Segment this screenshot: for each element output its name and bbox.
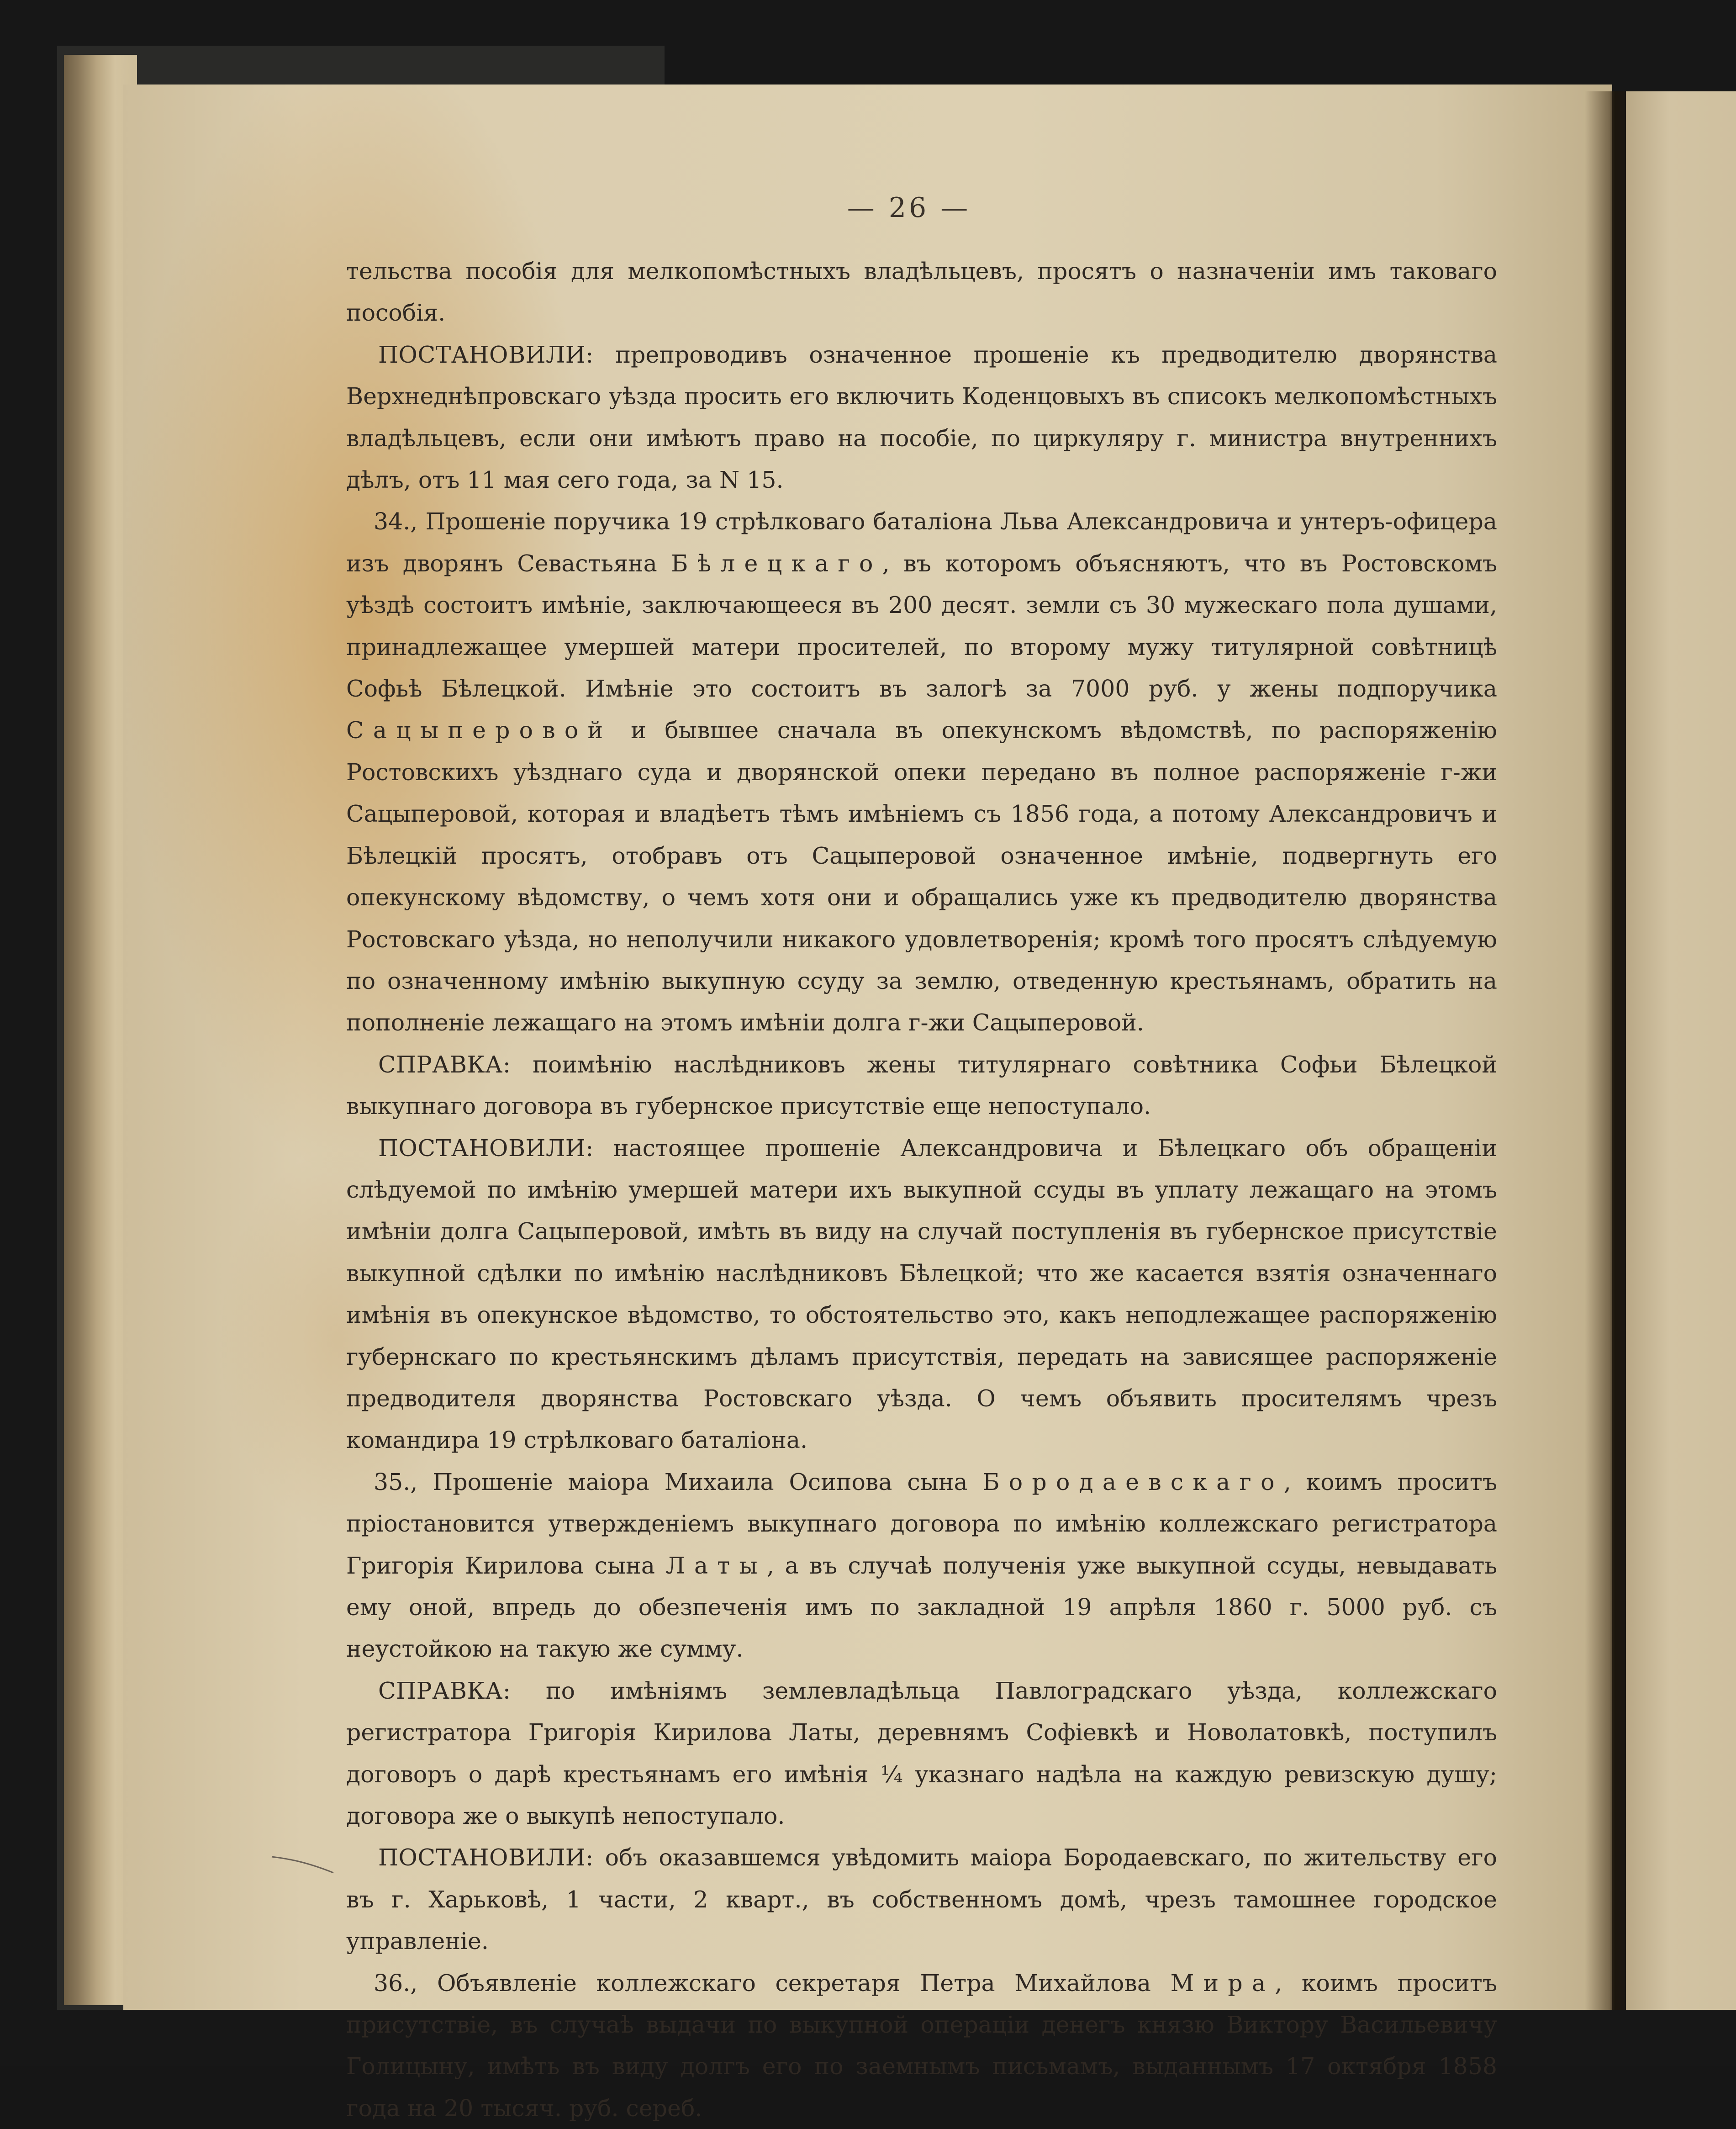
paragraph-p7 [346,1837,1497,1962]
paragraph-text: , а въ случаѣ полученія уже выкупной ссуды, невыдавать ему оной, впредь до обезпеченія имъ по закладной 19 апрѣля 1860 г. 5000 руб. съ неустойкою на такую же сумму. [346,1552,1497,1663]
paragraph-text: и бывшее сначала въ опекунскомъ вѣдомствѣ, по распоряженію Ростовскихъ уѣзднаго суда и дворянской опеки передано въ полное распоряженіе г-жи Сацыперовой, которая и владѣетъ тѣмъ имѣніемъ съ 1856 года, а потому Александровичъ и Бѣлецкій просятъ, отобравъ отъ Сацыперовой означенное имѣніе, подвергнуть его опекунскому вѣдомству, о чемъ хотя они и обращались уже къ предводителю дворянства Ростовскаго уѣзда, но неполучили никакого удовлетворенія; кромѣ того просятъ слѣдуемую по означенному имѣнію выкупную ссуду за землю, отведенную крестьянамъ, обратить на пополненіе лежащаго на этомъ имѣніи долга г-жи Сацыперовой. [346,717,1497,1036]
paragraph-p3 [346,1044,1497,1127]
page-number: — 26 — [847,192,971,224]
paragraph-text: препроводивъ означенное прошеніе къ предводителю дворянства Верхнеднѣпровскаго уѣзда просить его включить Коденцовыхъ въ списокъ мелкопомѣстныхъ владѣльцевъ, если они имѣютъ право на пособіе, по циркуляру г. министра внутреннихъ дѣлъ, отъ 11 мая сего года, за N 15. [346,341,1497,494]
paragraph-text: , въ которомъ объясняютъ, что въ Ростовскомъ уѣздѣ состоитъ имѣніе, заключающееся въ 200 десят. земли съ 30 мужескаго пола душами, принадлежащее умершей матери просителей, по второму мужу титулярной совѣтницѣ Софьѣ Бѣлецкой. Имѣніе это состоитъ въ залогѣ за 7000 руб. у жены подпоручика [346,549,1497,703]
resolution-heading: СПРАВКА: [378,1051,511,1078]
spaced-name: Бородаевскаго [982,1468,1284,1495]
paragraph-text: тельства пособія для мелкопомѣстныхъ владѣльцевъ, просятъ о назначеніи имъ таковаго пособія. [346,258,1497,327]
paragraph-text: настоящее прошеніе Александровича и Бѣлецкаго объ обращеніи слѣдуемой по имѣнію умершей матери ихъ выкупной ссуды въ уплату лежащаго на этомъ имѣніи долга Сацыперовой, имѣть въ виду на случай поступленія въ губернское присутствіе выкупной сдѣлки по имѣнію наслѣдниковъ Бѣлецкой; что же касается взятія означеннаго имѣнія въ опекунское вѣдомство, то обстоятельство это, какъ неподлежащее распоряженію губернскаго по крестьянскимъ дѣламъ присутствія, передать на зависящее распоряженіе предводителя дворянства Ростовскаго уѣзда. О чемъ объявить просителямъ чрезъ командира 19 стрѣлковаго баталіона. [346,1134,1497,1454]
paragraph-p4 [346,1127,1497,1461]
resolution-heading: ПОСТАНОВИЛИ: [378,1134,594,1162]
paragraph-text: 34., Прошеніе поручика 19 стрѣлковаго баталіона Льва Александровича и унтеръ-офицера изъ дворянъ Севастьяна [346,508,1497,577]
paragraph-text: по имѣніямъ землевладѣльца Павлоградскаго уѣзда, коллежскаго регистратора Григорія Кирилова Латы, деревнямъ Софіевкѣ и Новолатовкѣ, поступилъ договоръ о дарѣ крестьянамъ его имѣнія ¼ указнаго надѣла на каждую ревизскую душу; договора же о выкупѣ непоступало. [346,1677,1497,1830]
paragraph-text: 35., Прошеніе маіора Михаила Осипова сына [374,1468,983,1495]
resolution-heading: ПОСТАНОВИЛИ: [378,341,594,368]
paragraph-text: , коимъ проситъ пріостановится утвержденіемъ выкупнаго договора по имѣнію коллежскаго регистратора Григорія Кирилова сына [346,1468,1497,1579]
paragraph-text: объ оказавшемся увѣдомить маіора Бородаевскаго, по жительству его въ г. Харьковѣ, 1 части, 2 кварт., въ собственномъ домѣ, чрезъ тамошнее городское управленіе. [346,1844,1497,1955]
paragraph-p8 [346,1962,1497,2129]
paragraph-text: , коимъ проситъ присутствіе, въ случаѣ выдачи по выкупной операціи денегъ князю Виктору Васильевичу Голицыну, имѣть въ виду долгъ его по заемнымъ письмамъ, выданнымъ 17 октября 1858 года на 20 тысяч. руб. сереб. [346,1969,1497,2122]
paragraph-text: поимѣнію наслѣдниковъ жены титулярнаго совѣтника Софьи Бѣлецкой выкупнаго договора въ губернское присутствіе еще непоступало. [346,1051,1497,1120]
paragraph-p2 [346,501,1497,1043]
spaced-name: Бѣлецкаго [671,549,882,577]
resolution-heading: СПРАВКА: [378,1677,511,1704]
paragraph-p1 [346,334,1497,501]
spaced-name: Мира [1170,1969,1275,1997]
paragraph-p6 [346,1670,1497,1837]
paragraph-text: 36., Объявленіе коллежскаго секретаря Петра Михайлова [374,1969,1171,1997]
spaced-name: Сацыперовой [346,717,612,744]
pencil-mark [269,1850,338,1877]
resolution-heading: ПОСТАНОВИЛИ: [378,1844,594,1871]
facing-page-edge [1626,91,1736,2010]
spaced-name: Латы [665,1552,767,1579]
paragraph-p5 [346,1461,1497,1670]
paragraph-p0 [346,250,1497,334]
page-body-text [346,250,1497,2129]
